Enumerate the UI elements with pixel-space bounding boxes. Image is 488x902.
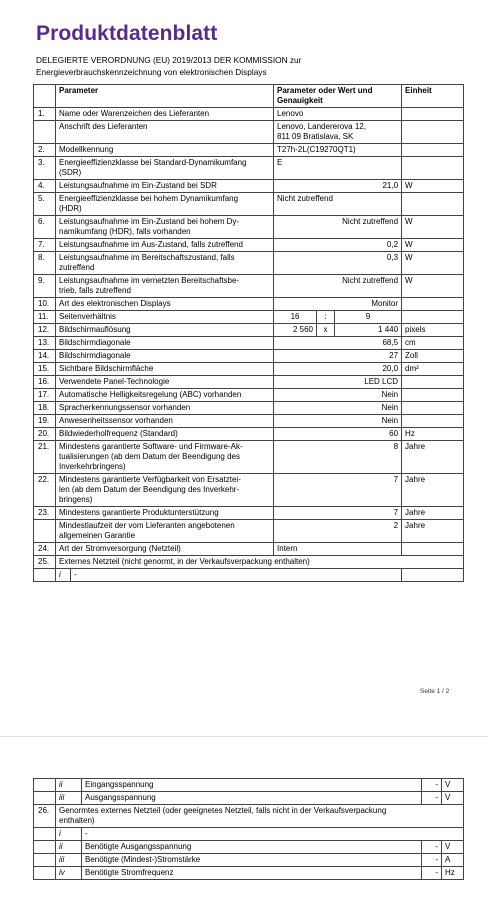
table-row: 21. Mindestens garantierte Software- und Firmware-Ak- tualisierungen (ab dem Datum der Beendigung des Inverkehrbringens) 8 Jahre [34,441,464,474]
table-row: 16. Verwendete Panel-Technologie LED LCD [34,376,464,389]
table-row: i - [34,828,464,841]
table-row: 22. Mindestens garantierte Verfügbarkeit von Ersatztei- len (ab dem Datum der Beendigung des Inverkehr- bringens) 7 Jahre [34,474,464,507]
table-row: 18. Spracherkennungssensor vorhanden Nein [34,402,464,415]
table-row: 11. Seitenverhältnis 16 : 9 [34,311,464,324]
table-row: ii Eingangsspannung - V [34,779,464,792]
header-unit: Einheit [402,85,464,108]
table-row: Mindestlaufzeit der vom Lieferanten angebotenen allgemeinen Garantie 2 Jahre [34,520,464,543]
table-row: 3. Energieeffizienzklasse bei Standard-Dynamikumfang (SDR) E [34,157,464,180]
table-row: 13. Bildschirmdiagonale 68,5 cm [34,337,464,350]
datasheet-table-page-2 [33,778,464,880]
table-row: 5. Energieeffizienzklasse bei hohem Dynamikumfang (HDR) Nicht zutreffend [34,193,464,216]
table-row: 14. Bildschirmdiagonale 27 Zoll [34,350,464,363]
table-row: 2. Modellkennung T27h-2L(C19270QT1) [34,144,464,157]
page-separator [0,736,488,737]
table-row: 4. Leistungsaufnahme im Ein-Zustand bei SDR 21,0 W [34,180,464,193]
header-value: Parameter oder Wert und Genauigkeit [274,85,402,108]
table-row: 7. Leistungsaufnahme im Aus-Zustand, falls zutreffend 0,2 W [34,239,464,252]
page-number: Seite 1 / 2 [420,688,450,695]
table-row: 23. Mindestens garantierte Produktunterstützung 7 Jahre [34,507,464,520]
table-row: 9. Leistungsaufnahme im vernetzten Bereitschaftsbe- trieb, falls zutreffend Nicht zutreffend W [34,275,464,298]
table-row: 24. Art der Stromversorgung (Netzteil) Intern [34,543,464,556]
header-parameter: Parameter [56,85,274,108]
table-row: 8. Leistungsaufnahme im Bereitschaftszustand, falls zutreffend 0,3 W [34,252,464,275]
table-row: iii Benötigte (Mindest-)Stromstärke - A [34,854,464,867]
subtitle-line-2: Energieverbrauchskennzeichnung von elektronischen Displays [36,67,267,77]
table-row: 10. Art des elektronischen Displays Monitor [34,298,464,311]
page-title: Produktdatenblatt [36,22,218,45]
regulation-subtitle [36,54,301,78]
table-row: 20. Bildwiederholfrequenz (Standard) 60 Hz [34,428,464,441]
table-row: 12. Bildschirmauflösung 2 560 x 1 440 pixels [34,324,464,337]
table-header [34,85,464,108]
table-row: 26. Genormtes externes Netzteil (oder geeignetes Netzteil, falls nicht in der Verkaufsverpackung enthalten) [34,805,464,828]
table-row: 1. Name oder Warenzeichen des Lieferanten Lenovo [34,108,464,121]
subtitle-line-1: DELEGIERTE VERORDNUNG (EU) 2019/2013 DER KOMMISSION zur [36,55,302,65]
table-row: 25. Externes Netzteil (nicht genormt, in der Verkaufsverpackung enthalten) [34,556,464,569]
table-row: Anschrift des Lieferanten Lenovo, Landererova 12, 811 09 Bratislava, SK [34,121,464,144]
table-row: iii Ausgangsspannung - V [34,792,464,805]
table-row: i - [34,569,464,582]
datasheet-table [33,84,464,582]
table-row: 19. Anwesenheitssensor vorhanden Nein [34,415,464,428]
table-row: ii Benötigte Ausgangsspannung - V [34,841,464,854]
table-row: 6. Leistungsaufnahme im Ein-Zustand bei hohem Dy- namikumfang (HDR), falls vorhanden Nicht zutreffend W [34,216,464,239]
table-row: 15. Sichtbare Bildschirmfläche 20,0 dm² [34,363,464,376]
table-row: iv Benötigte Stromfrequenz - Hz [34,867,464,880]
table-row: 17. Automatische Helligkeitsregelung (ABC) vorhanden Nein [34,389,464,402]
